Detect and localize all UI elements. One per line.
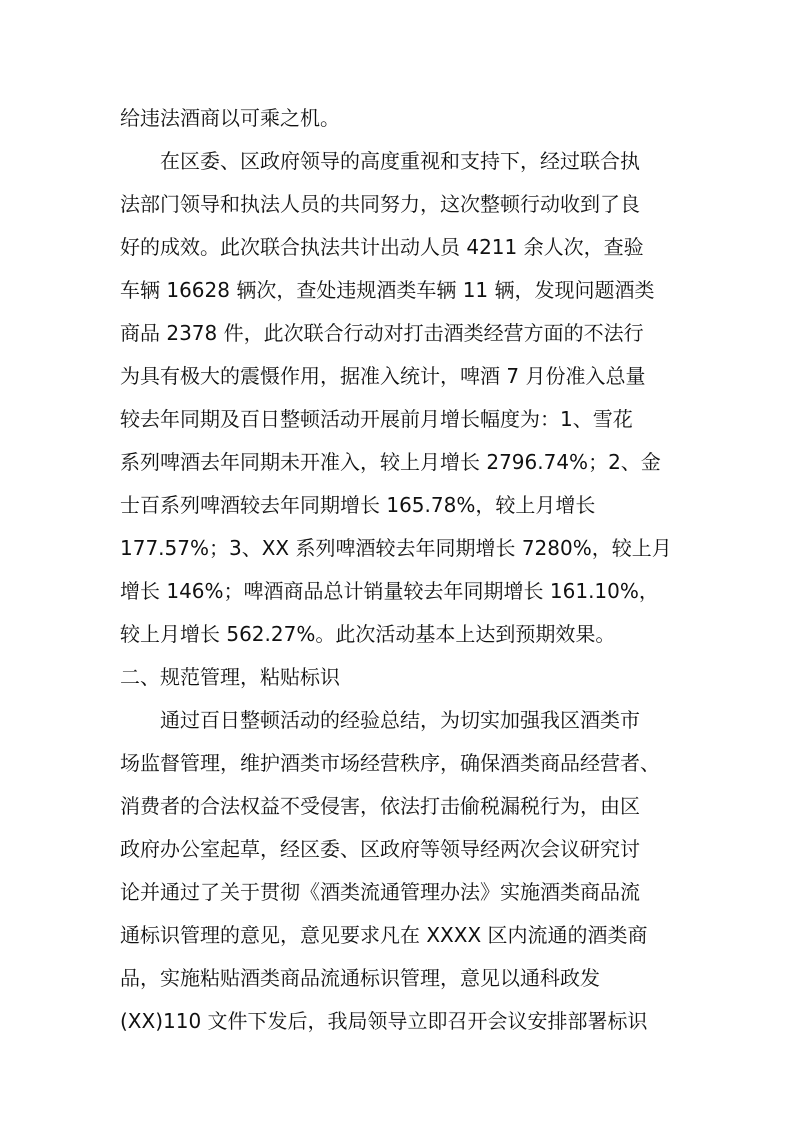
text-line: 士百系列啤酒较去年同期增长 165.78%，较上月增长 bbox=[120, 493, 596, 517]
paragraph-first-line: 通过百日整顿活动的经验总结，为切实加强我区酒类市 bbox=[160, 708, 640, 732]
text-line: 通标识管理的意见，意见要求凡在 XXXX 区内流通的酒类商 bbox=[120, 923, 648, 947]
text-line: 品，实施粘贴酒类商品流通标识管理，意见以通科政发 bbox=[120, 966, 600, 990]
text-line: 为具有极大的震慑作用，据准入统计，啤酒 7 月份准入总量 bbox=[120, 364, 646, 388]
paragraph-first-line: 在区委、区政府领导的高度重视和支持下，经过联合执 bbox=[160, 149, 640, 173]
text-line: (XX)110 文件下发后，我局领导立即召开会议安排部署标识 bbox=[120, 1009, 648, 1033]
text-line: 177.57%；3、XX 系列啤酒较去年同期增长 7280%，较上月 bbox=[120, 536, 672, 560]
text-line: 较上月增长 562.27%。此次活动基本上达到预期效果。 bbox=[120, 622, 616, 646]
text-line: 法部门领导和执法人员的共同努力，这次整顿行动收到了良 bbox=[120, 192, 640, 216]
text-line: 增长 146%；啤酒商品总计销量较去年同期增长 161.10%， bbox=[120, 579, 659, 603]
section-heading: 二、规范管理，粘贴标识 bbox=[120, 665, 340, 689]
text-line: 消费者的合法权益不受侵害，依法打击偷税漏税行为，由区 bbox=[120, 794, 640, 818]
text-line: 商品 2378 件，此次联合行动对打击酒类经营方面的不法行 bbox=[120, 321, 644, 345]
text-line: 较去年同期及百日整顿活动开展前月增长幅度为：1、雪花 bbox=[120, 407, 633, 431]
text-line: 论并通过了关于贯彻《酒类流通管理办法》实施酒类商品流 bbox=[120, 880, 640, 904]
text-line: 系列啤酒去年同期未开准入，较上月增长 2796.74%；2、金 bbox=[120, 450, 661, 474]
text-line: 场监督管理，维护酒类市场经营秩序，确保酒类商品经营者、 bbox=[120, 751, 660, 775]
text-line: 车辆 16628 辆次，查处违规酒类车辆 11 辆，发现问题酒类 bbox=[120, 278, 655, 302]
text-line: 政府办公室起草，经区委、区政府等领导经两次会议研究讨 bbox=[120, 837, 640, 861]
text-line: 好的成效。此次联合执法共计出动人员 4211 余人次，查验 bbox=[120, 235, 644, 259]
text-line: 给违法酒商以可乘之机。 bbox=[120, 106, 340, 130]
